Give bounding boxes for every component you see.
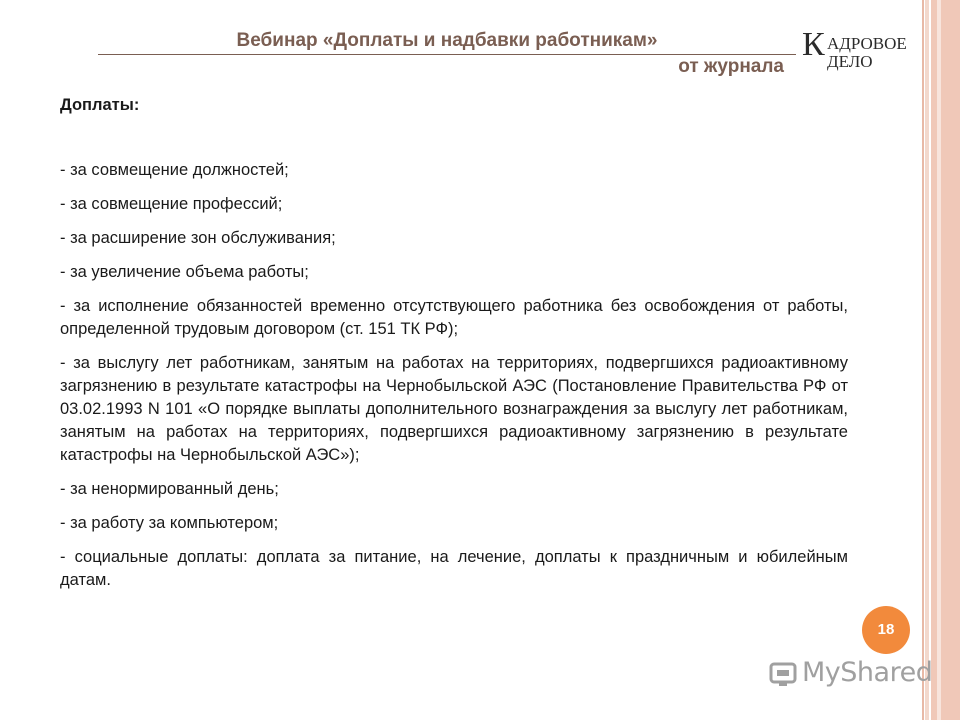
logo-big-letter: К — [802, 26, 825, 63]
list-item: - социальные доплаты: доплата за питание, на лечение, доплаты к праздничным и юбилейным датам. — [60, 548, 848, 589]
kadrovoe-delo-logo — [800, 22, 907, 76]
decorative-strip — [925, 0, 929, 720]
slide-content — [60, 96, 848, 603]
list-item: - за совмещение должностей; — [60, 161, 289, 179]
page-subtitle: от журнала — [678, 56, 784, 77]
myshared-logo-icon — [768, 659, 798, 689]
list-item: - за исполнение обязанностей временно отсутствующего работника без освобождения от работы, определенной трудовым договором (ст. 151 ТК РФ); — [60, 297, 848, 338]
logo-line-1: АДРОВОЕ — [827, 34, 907, 53]
list-item: - за совмещение профессий; — [60, 195, 283, 213]
slide-number-badge: 18 — [862, 606, 910, 654]
decorative-strip-wide — [931, 0, 960, 720]
list-item: - за увеличение объема работы; — [60, 263, 309, 281]
page-title: Вебинар «Доплаты и надбавки работникам» — [98, 30, 796, 55]
section-heading: Доплаты: — [60, 96, 140, 114]
myshared-watermark[interactable] — [768, 655, 933, 695]
list-item: - за расширение зон обслуживания; — [60, 229, 336, 247]
list-item: - за выслугу лет работникам, занятым на работах на территориях, подвергшихся радиоактивному загрязнению в результате катастрофы на Чернобыльской АЭС (Постановление Правительства РФ от 03.02.1993 N 101 «О порядке выплаты дополнительного вознаграждения за выслугу лет работникам, занятым на работах на территориях, подвергшихся радиоактивному загрязнению в результате катастрофы на Чернобыльской АЭС»); — [60, 354, 848, 464]
watermark-text: MyShared — [802, 657, 933, 688]
list-item: - за ненормированный день; — [60, 480, 279, 498]
list-item: - за работу за компьютером; — [60, 514, 279, 532]
logo-line-2: ДЕЛО — [827, 52, 873, 71]
